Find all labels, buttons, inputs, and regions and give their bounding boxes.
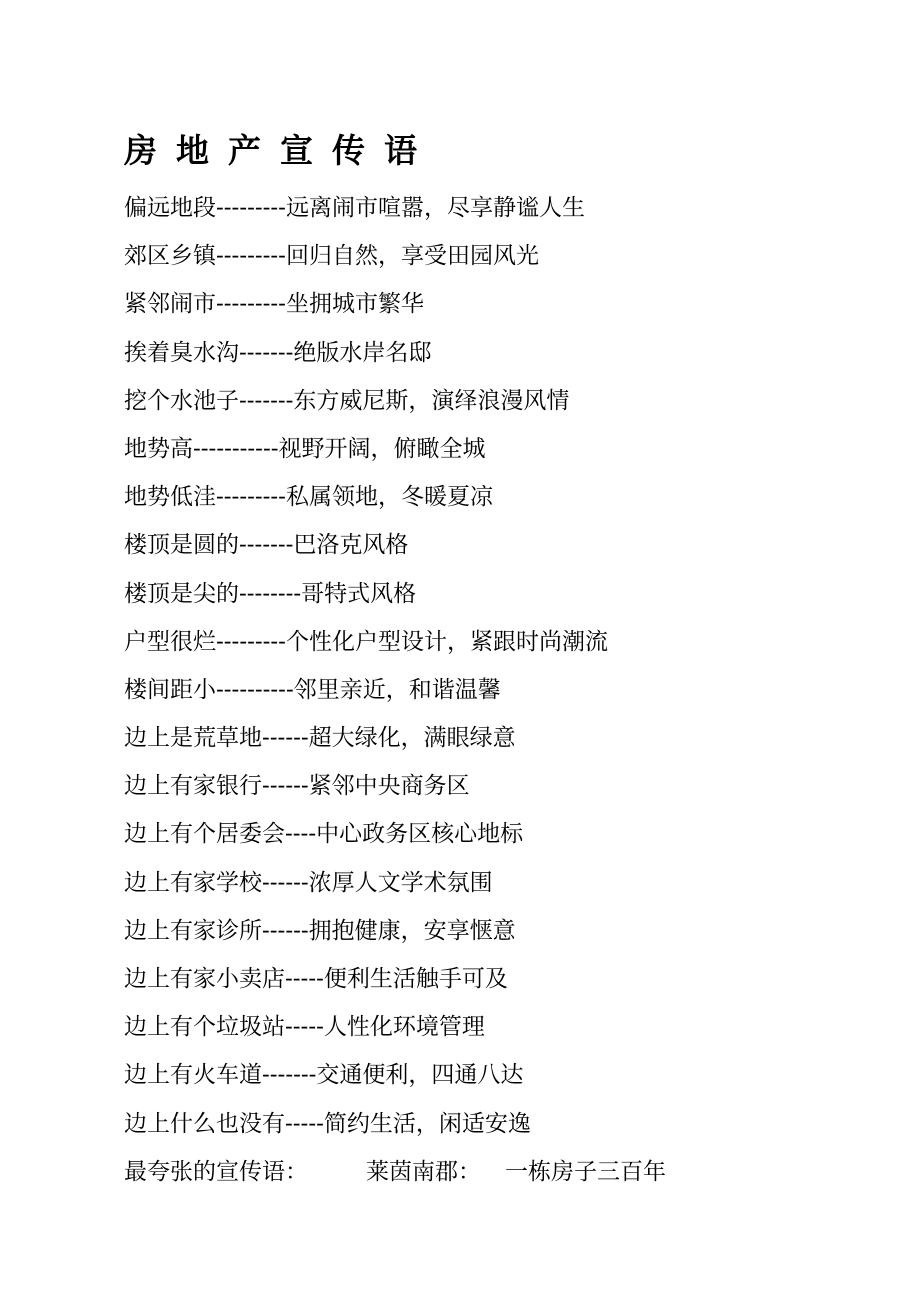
closing-slogan: 一栋房子三百年 — [505, 1159, 666, 1185]
slogan-line: 边上有个居委会----中心政务区核心地标 — [124, 821, 524, 848]
slogan-line: 楼间距小----------邻里亲近，和谐温馨 — [124, 676, 501, 703]
slogan-line: 边上有家银行------紧邻中央商务区 — [124, 773, 470, 800]
slogan-line: 边上什么也没有-----简约生活，闲适安逸 — [124, 1110, 531, 1137]
slogan-line: 地势高-----------视野开阔，俯瞰全城 — [124, 435, 486, 462]
closing-line — [124, 1152, 666, 1192]
slogan-line: 郊区乡镇---------回归自然，享受田园风光 — [124, 243, 539, 270]
slogan-line: 地势低洼---------私属领地，冬暖夏凉 — [124, 484, 493, 511]
slogan-line: 紧邻闹市---------坐拥城市繁华 — [124, 291, 424, 318]
slogan-line: 挨着臭水沟-------绝版水岸名邸 — [124, 339, 432, 366]
closing-label: 最夸张的宣传语： — [124, 1159, 308, 1185]
slogan-line: 边上有火车道-------交通便利，四通八达 — [124, 1062, 524, 1089]
closing-brand: 莱茵南郡： — [366, 1159, 481, 1185]
slogan-list — [124, 188, 608, 1152]
slogan-line: 边上是荒草地------超大绿化，满眼绿意 — [124, 725, 516, 752]
document-title: 房地产宣传语 — [124, 131, 436, 170]
slogan-line: 挖个水池子-------东方威尼斯，演绎浪漫风情 — [124, 387, 570, 414]
slogan-line: 楼顶是圆的-------巴洛克风格 — [124, 532, 409, 559]
slogan-line: 户型很烂---------个性化户型设计，紧跟时尚潮流 — [124, 628, 608, 655]
slogan-line: 边上有家小卖店-----便利生活触手可及 — [124, 966, 508, 992]
slogan-line: 楼顶是尖的--------哥特式风格 — [124, 580, 417, 607]
slogan-line: 边上有家诊所------拥抱健康，安享惬意 — [124, 917, 516, 944]
slogan-line: 边上有家学校------浓厚人文学术氛围 — [124, 869, 493, 896]
slogan-line: 偏远地段---------远离闹市喧嚣，尽享静谧人生 — [124, 195, 585, 221]
slogan-line: 边上有个垃圾站-----人性化环境管理 — [124, 1014, 485, 1041]
